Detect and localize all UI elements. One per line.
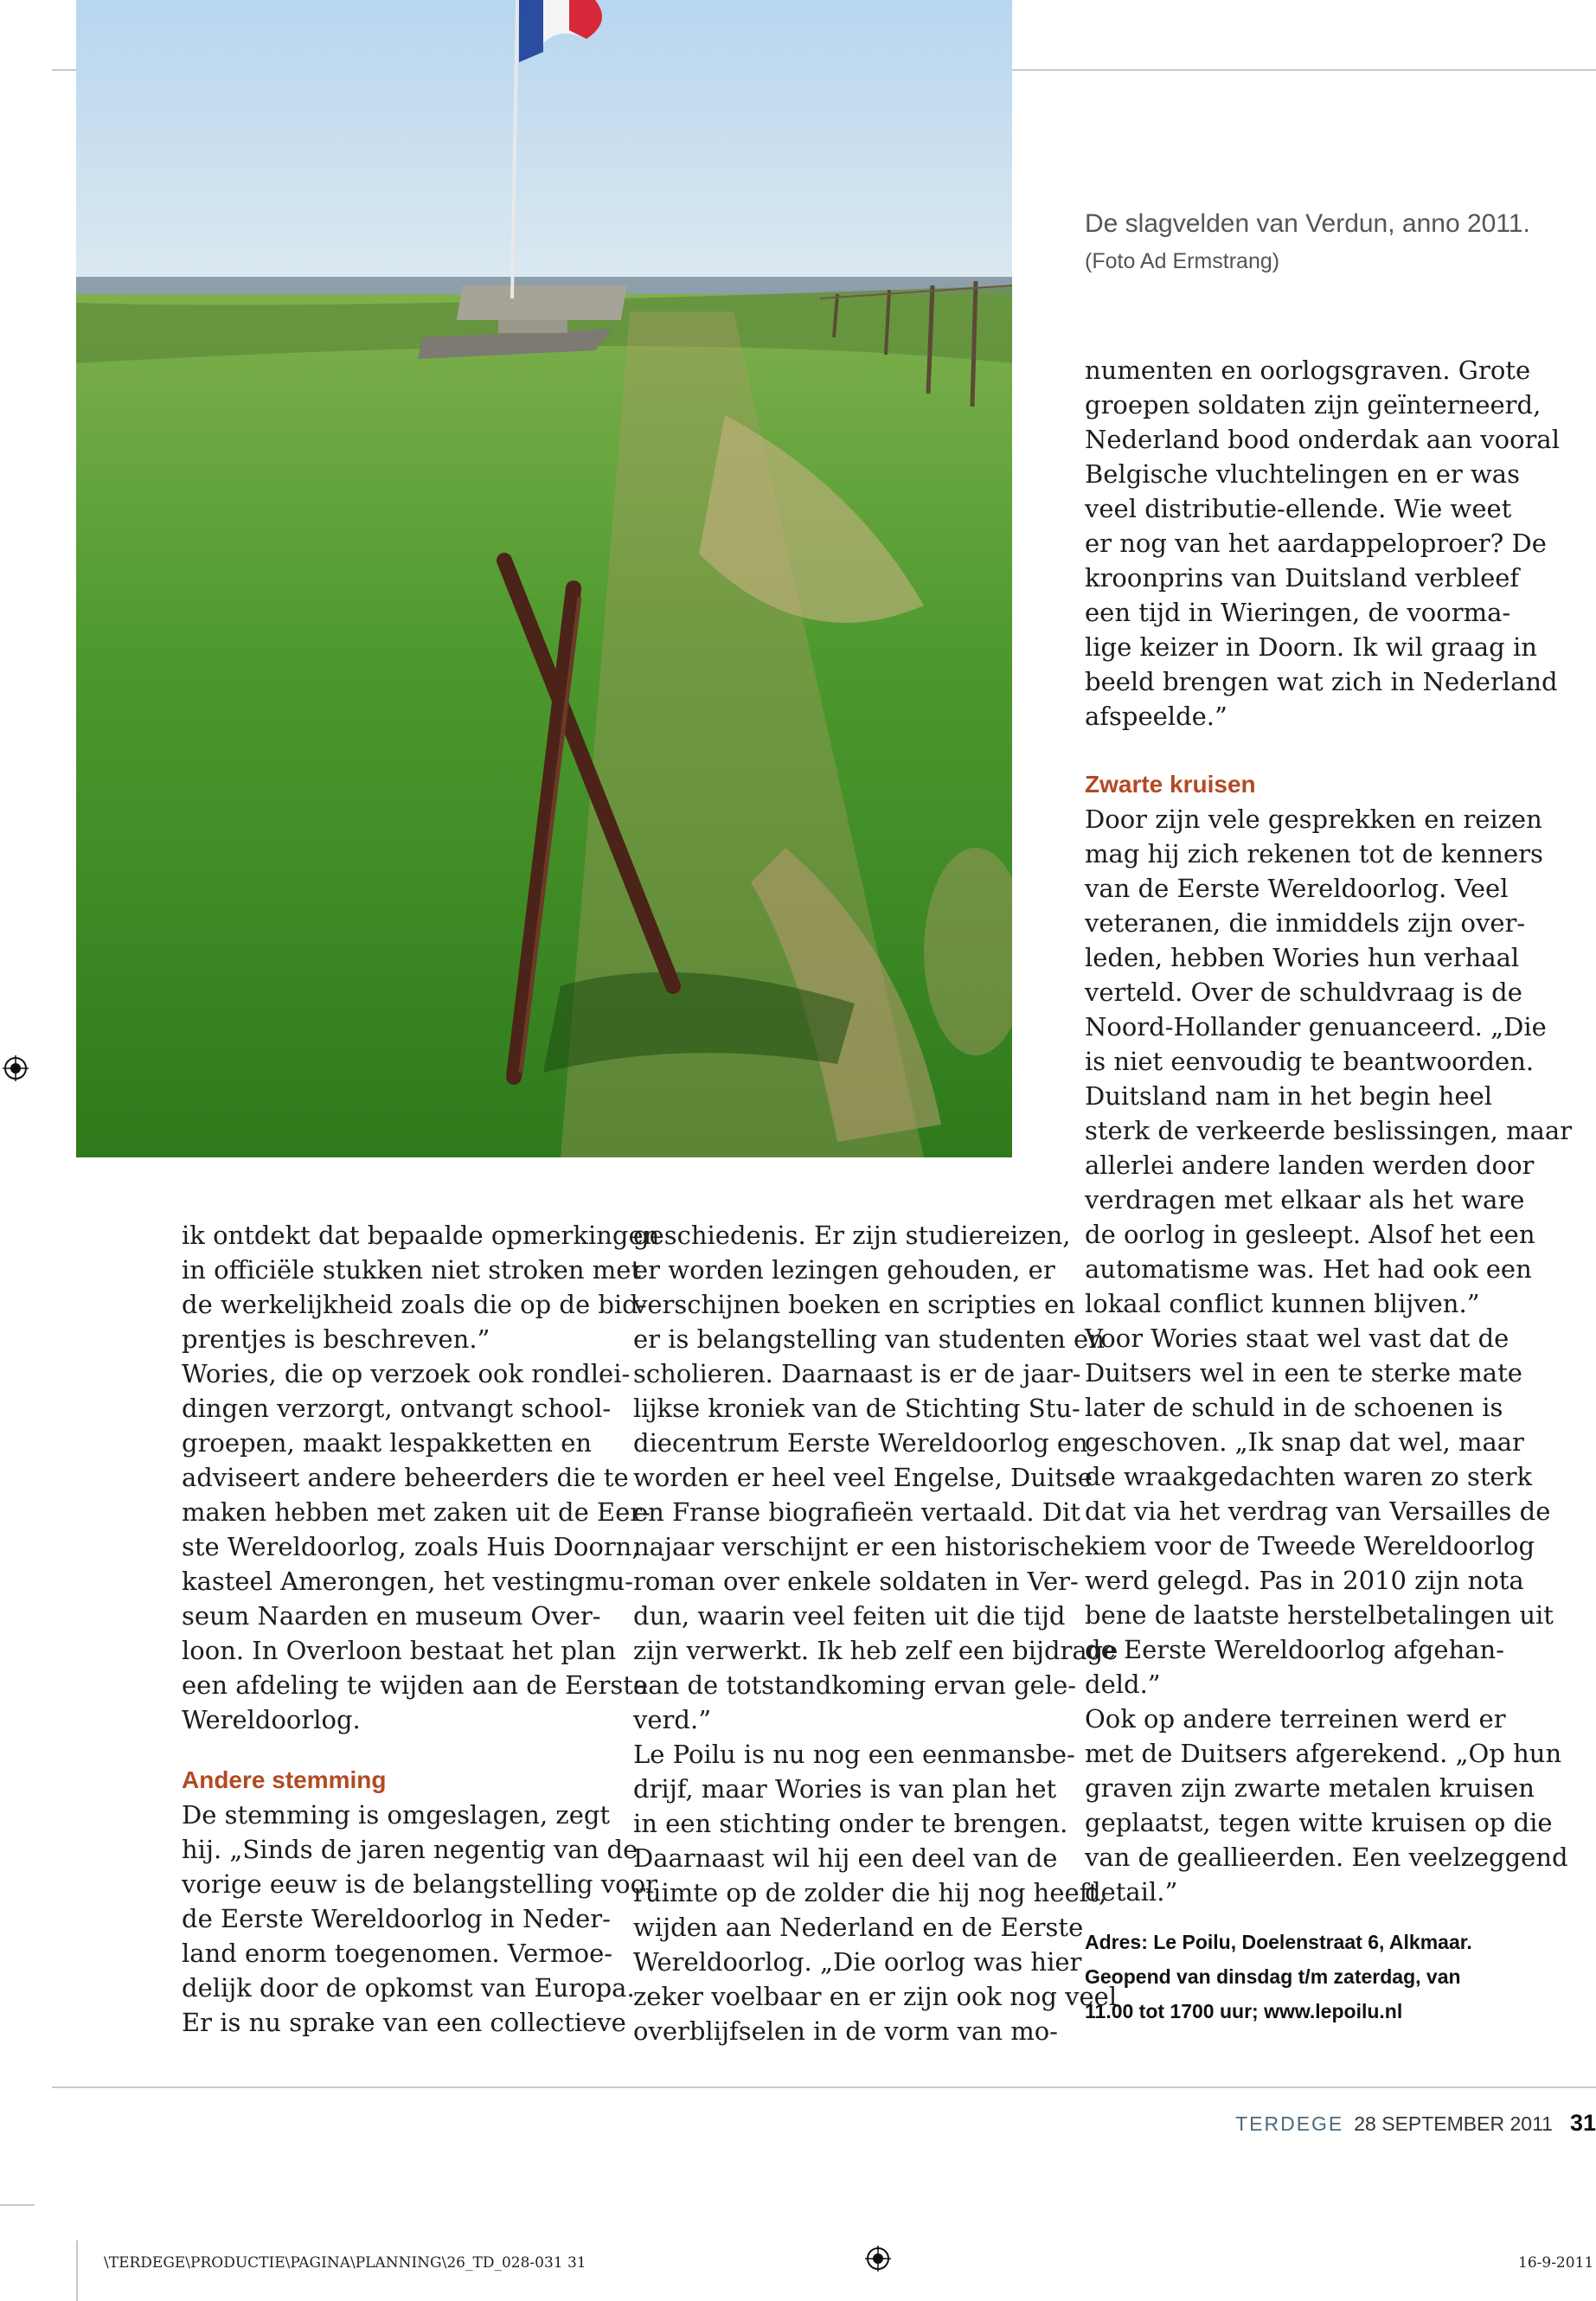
text-line: dun, waarin veel feiten uit die tijd (633, 1601, 1066, 1631)
text-line: is niet eenvoudig te beantwoorden. (1085, 1047, 1535, 1076)
text-line: later de schuld in de schoenen is (1085, 1393, 1503, 1422)
text-line: vorige eeuw is de belangstelling voor (182, 1869, 657, 1899)
text-line: een afdeling te wijden aan de Eerste (182, 1670, 649, 1700)
text-line: er is belangstelling van studenten en (633, 1324, 1105, 1354)
text-line: Nederland bood onderdak aan vooral (1085, 425, 1560, 454)
text-line: bene de laatste herstelbetalingen uit (1085, 1600, 1554, 1630)
text-line: lokaal conflict kunnen blijven.” (1085, 1289, 1480, 1318)
text-line: land enorm toegenomen. Vermoe- (182, 1939, 613, 1968)
text-line: seum Naarden en museum Over- (182, 1601, 601, 1631)
text-line: veel distributie-ellende. Wie weet (1085, 494, 1512, 523)
text-line: diecentrum Eerste Wereldoorlog en (633, 1428, 1088, 1458)
opening-hours-line: Geopend van dinsdag t/m zaterdag, van (1085, 1965, 1461, 1988)
text-line: er worden lezingen gehouden, er (633, 1255, 1055, 1285)
magazine-name: TERDEGE (1235, 2112, 1344, 2135)
paragraph-group (182, 1218, 659, 1737)
address-line: Adres: Le Poilu, Doelenstraat 6, Alkmaar. (1085, 1931, 1472, 1953)
article-column-3-bottom (1085, 767, 1572, 2029)
text-line: veteranen, die inmiddels zijn over- (1085, 908, 1526, 938)
issue-date: 28 SEPTEMBER 2011 (1354, 2112, 1553, 2135)
text-line: graven zijn zwarte metalen kruisen (1085, 1773, 1535, 1803)
text-line: Duitsers wel in een te sterke mate (1085, 1358, 1522, 1388)
article-column-1 (182, 1218, 659, 2040)
text-line: verschijnen boeken en scripties en (633, 1290, 1075, 1319)
text-line: Ook op andere terreinen werd er (1085, 1704, 1506, 1734)
text-line: drijf, maar Wories is van plan het (633, 1774, 1057, 1804)
text-line: afspeelde.” (1085, 702, 1227, 731)
text-line: najaar verschijnt er een historische (633, 1532, 1086, 1561)
text-line: lijkse kroniek van de Stichting Stu- (633, 1394, 1080, 1423)
text-line: verteld. Over de schuldvraag is de (1085, 977, 1522, 1007)
text-line: Wereldoorlog. (182, 1705, 361, 1734)
text-line: worden er heel veel Engelse, Duitse (633, 1463, 1093, 1492)
text-line: groepen, maakt lespakketten en (182, 1428, 593, 1458)
text-line: De stemming is omgeslagen, zegt (182, 1800, 611, 1830)
text-line: kroonprins van Duitsland verbleef (1085, 563, 1520, 593)
print-date: 16-9-2011 (1518, 2254, 1594, 2272)
text-line: lige keizer in Doorn. Ik wil graag in (1085, 632, 1537, 662)
text-line: groepen soldaten zijn geïnterneerd, (1085, 390, 1542, 420)
battlefield-photo-icon (76, 0, 1012, 1157)
text-line: Daarnaast wil hij een deel van de (633, 1843, 1058, 1873)
address-block (1085, 1925, 1572, 2029)
text-line: detail.” (1085, 1877, 1178, 1907)
text-line: in officiële stukken niet stroken met (182, 1255, 642, 1285)
paragraph-group (182, 1798, 659, 2040)
text-line: kasteel Amerongen, het vestingmu- (182, 1567, 633, 1596)
page-number: 31 (1569, 2110, 1596, 2136)
section-gap (182, 1737, 659, 1763)
text-line: wijden aan Nederland en de Eerste (633, 1913, 1084, 1942)
text-line: Wereldoorlog. „Die oorlog was hier (633, 1947, 1082, 1977)
text-line: de Eerste Wereldoorlog afgehan- (1085, 1635, 1505, 1664)
text-line: dat via het verdrag van Versailles de (1085, 1497, 1551, 1526)
text-line: zijn verwerkt. Ik heb zelf een bijdrage (633, 1636, 1118, 1665)
text-line: roman over enkele soldaten in Ver- (633, 1567, 1079, 1596)
text-line: de wraakgedachten waren zo sterk (1085, 1462, 1533, 1491)
text-line: de Eerste Wereldoorlog in Neder- (182, 1904, 611, 1933)
text-line: leden, hebben Wories hun verhaal (1085, 943, 1520, 972)
section-heading: Andere stemming (182, 1766, 387, 1793)
top-frame-rule-right (1012, 69, 1596, 71)
text-line: Belgische vluchtelingen en er was (1085, 459, 1520, 489)
text-line: geschoven. „Ik snap dat wel, maar (1085, 1427, 1524, 1457)
website-line: 11.00 tot 1700 uur; www.lepoilu.nl (1085, 2000, 1403, 2022)
text-line: Noord-Hollander genuanceerd. „Die (1085, 1012, 1547, 1042)
text-line: de werkelijkheid zoals die op de bid- (182, 1290, 647, 1319)
page-footer (1235, 2110, 1596, 2137)
article-column-3-top (1085, 353, 1560, 734)
text-line: allerlei andere landen werden door (1085, 1150, 1535, 1180)
text-line: prentjes is beschreven.” (182, 1324, 490, 1354)
photo-caption: De slagvelden van Verdun, anno 2011. (1085, 209, 1530, 238)
text-line: in een stichting onder te brengen. (633, 1809, 1068, 1838)
text-line: er nog van het aardappeloproer? De (1085, 529, 1547, 558)
text-line: numenten en oorlogsgraven. Grote (1085, 356, 1531, 385)
text-line: scholieren. Daarnaast is er de jaar- (633, 1359, 1081, 1388)
print-slug: \TERDEGE\PRODUCTIE\PAGINA\PLANNING\26_TD_028-031 31 (104, 2254, 586, 2272)
text-line: Duitsland nam in het begin heel (1085, 1081, 1493, 1111)
text-line: ruimte op de zolder die hij nog heeft, (633, 1878, 1107, 1907)
top-frame-rule (52, 69, 76, 71)
text-line: met de Duitsers afgerekend. „Op hun (1085, 1739, 1562, 1768)
text-line: adviseert andere beheerders die te (182, 1463, 629, 1492)
text-line: hij. „Sinds de jaren negentig van de (182, 1835, 638, 1864)
text-line: verd.” (633, 1705, 712, 1734)
text-line: ste Wereldoorlog, zoals Huis Doorn, (182, 1532, 640, 1561)
crop-mark-vertical (76, 2240, 78, 2301)
text-line: Wories, die op verzoek ook rondlei- (182, 1359, 631, 1388)
text-line: ik ontdekt dat bepaalde opmerkingen (182, 1221, 660, 1250)
battlefield-photo (76, 0, 1012, 1157)
text-line: Er is nu sprake van een collectieve (182, 2008, 626, 2037)
text-line: kiem voor de Tweede Wereldoorlog (1085, 1531, 1535, 1561)
text-line: aan de totstandkoming ervan gele- (633, 1670, 1077, 1700)
text-line: dingen verzorgt, ontvangt school- (182, 1394, 612, 1423)
text-line: delijk door de opkomst van Europa. (182, 1973, 635, 2003)
text-line: Door zijn vele gesprekken en reizen (1085, 804, 1542, 834)
text-line: maken hebben met zaken uit de Eer- (182, 1497, 651, 1527)
text-line: werd gelegd. Pas in 2010 zijn nota (1085, 1566, 1524, 1595)
registration-mark-icon (3, 1055, 29, 1081)
text-line: Voor Wories staat wel vast dat de (1085, 1324, 1509, 1353)
text-line: automatisme was. Het had ook een (1085, 1254, 1532, 1284)
text-line: geschiedenis. Er zijn studiereizen, (633, 1221, 1071, 1250)
text-line: en Franse biografieën vertaald. Dit (633, 1497, 1080, 1527)
text-line: geplaatst, tegen witte kruisen op die (1085, 1808, 1553, 1837)
text-line: van de geallieerden. Een veelzeggend (1085, 1843, 1568, 1872)
text-line: deld.” (1085, 1670, 1161, 1699)
bottom-frame-rule (52, 2086, 1596, 2088)
section-heading: Zwarte kruisen (1085, 771, 1256, 798)
text-line: beeld brengen wat zich in Nederland (1085, 667, 1558, 696)
text-line: mag hij zich rekenen tot de kenners (1085, 839, 1543, 868)
crop-mark (0, 2204, 35, 2206)
text-line: sterk de verkeerde beslissingen, maar (1085, 1116, 1573, 1145)
article-column-2 (633, 1218, 1118, 2048)
text-line: van de Eerste Wereldoorlog. Veel (1085, 874, 1509, 903)
section-gap (1085, 1909, 1572, 1925)
text-line: overblijfselen in de vorm van mo- (633, 2016, 1058, 2046)
text-line: zeker voelbaar en er zijn ook nog veel (633, 1982, 1118, 2011)
text-line: loon. In Overloon bestaat het plan (182, 1636, 617, 1665)
text-line: Le Poilu is nu nog een eenmansbe- (633, 1740, 1075, 1769)
photo-credit: (Foto Ad Ermstrang) (1085, 249, 1280, 273)
text-line: de oorlog in gesleept. Alsof het een (1085, 1220, 1535, 1249)
text-line: een tijd in Wieringen, de voorma- (1085, 598, 1511, 627)
text-line: verdragen met elkaar als het ware (1085, 1185, 1525, 1215)
registration-mark-icon (865, 2246, 891, 2272)
